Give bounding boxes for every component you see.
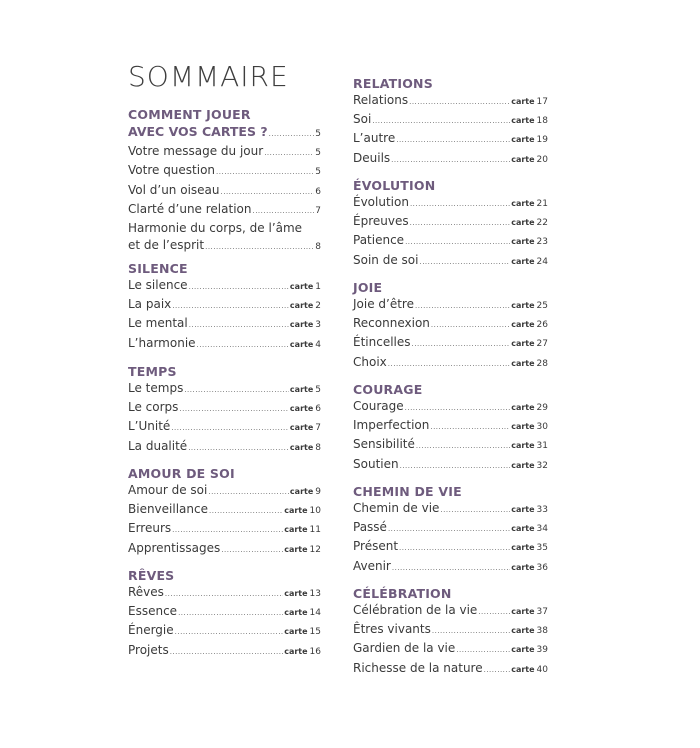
entry-label: L’harmonie xyxy=(128,335,196,350)
page-ref: 7 xyxy=(315,205,321,216)
entry-label: Soin de soi xyxy=(353,252,419,267)
page-ref: carte 4 xyxy=(289,339,321,350)
page-ref: carte 15 xyxy=(284,627,321,638)
toc-entry[interactable] xyxy=(353,354,548,373)
entry-label: Votre message du jour xyxy=(128,144,264,159)
page-ref: carte 23 xyxy=(511,237,548,248)
page-ref: carte 27 xyxy=(511,339,548,350)
entry-label: Choix xyxy=(353,354,387,369)
toc-entry[interactable] xyxy=(128,418,321,437)
page-ref: carte 17 xyxy=(511,97,548,107)
toc-entry[interactable] xyxy=(128,584,321,603)
entry-label: Relations xyxy=(353,93,409,107)
toc-entry[interactable] xyxy=(128,143,321,162)
page-ref: 6 xyxy=(315,186,321,197)
toc-entry[interactable] xyxy=(128,277,321,296)
section-heading: RELATIONS xyxy=(353,76,433,91)
entry-label: Deuils xyxy=(353,150,391,165)
entry-label: Le corps xyxy=(128,400,179,415)
toc-entry[interactable] xyxy=(128,162,321,181)
page-ref: 5 xyxy=(315,129,321,139)
leader-dots xyxy=(197,342,289,349)
toc-entry[interactable] xyxy=(128,123,321,143)
section-heading: COMMENT JOUER xyxy=(128,107,251,122)
entry-label: Soutien xyxy=(353,456,399,471)
page-ref: carte 40 xyxy=(511,664,548,675)
toc-entry[interactable] xyxy=(353,640,548,659)
entry-label: Vol d’un oiseau xyxy=(128,182,220,197)
entry-label: Projets xyxy=(128,642,169,657)
leader-dots xyxy=(205,244,314,251)
entry-label: Le silence xyxy=(128,278,188,292)
page-ref: 5 xyxy=(315,167,321,178)
entry-label: Apprentissages xyxy=(128,540,221,555)
leader-dots xyxy=(264,150,314,157)
entry-label: Soi xyxy=(353,112,372,127)
leader-dots xyxy=(189,322,289,329)
toc-entry[interactable] xyxy=(353,150,548,169)
section-heading: CÉLÉBRATION xyxy=(353,586,452,601)
page-ref: carte 29 xyxy=(511,403,548,413)
entry-label: Reconnexion xyxy=(353,316,430,331)
page-ref: carte 31 xyxy=(511,441,548,452)
page-ref: carte 18 xyxy=(511,116,548,127)
section-heading: ÉVOLUTION xyxy=(353,178,436,193)
entry-label-line2: et de l’esprit xyxy=(128,238,205,253)
leader-dots xyxy=(432,628,510,635)
leader-dots xyxy=(388,361,510,368)
entry-label: Êtres vivants xyxy=(353,622,431,637)
toc-entry[interactable] xyxy=(128,603,321,622)
leader-dots xyxy=(172,303,289,310)
leader-dots xyxy=(221,189,315,196)
entry-label: Joie d’être xyxy=(353,297,414,311)
entry-label: L’autre xyxy=(353,131,396,146)
toc-section-reves xyxy=(128,567,321,661)
leader-dots xyxy=(419,259,510,266)
page-ref: carte 5 xyxy=(289,385,321,395)
leader-dots xyxy=(409,99,510,106)
page-ref: carte 6 xyxy=(289,404,321,415)
leader-dots xyxy=(415,303,510,310)
toc-entry[interactable] xyxy=(353,92,548,111)
section-heading: TEMPS xyxy=(128,364,177,379)
toc-entry[interactable] xyxy=(353,296,548,315)
page-ref: carte 12 xyxy=(284,544,321,555)
toc-section-silence xyxy=(128,260,321,354)
leader-dots xyxy=(209,508,283,515)
entry-label: Le temps xyxy=(128,381,184,395)
leader-dots xyxy=(221,547,283,554)
section-heading-line2: AVEC VOS CARTES ? xyxy=(128,124,268,139)
page-ref: carte 9 xyxy=(289,487,321,497)
page-ref: carte 7 xyxy=(289,423,321,434)
toc-entry[interactable] xyxy=(353,538,548,557)
leader-dots xyxy=(484,667,511,674)
leader-dots xyxy=(410,220,511,227)
page-ref: carte 28 xyxy=(511,358,548,369)
page-ref: 5 xyxy=(315,148,321,159)
entry-label: Courage xyxy=(353,399,404,413)
entry-label: La paix xyxy=(128,297,172,312)
toc-entry[interactable] xyxy=(128,622,321,641)
toc-section-courage xyxy=(353,381,548,475)
leader-dots xyxy=(388,526,510,533)
toc-entry[interactable] xyxy=(128,182,321,201)
leader-dots xyxy=(431,322,510,329)
toc-entry[interactable] xyxy=(353,130,548,149)
entry-label: Votre question xyxy=(128,163,216,178)
toc-section-evolution xyxy=(353,177,548,271)
toc-entry[interactable] xyxy=(353,194,548,213)
entry-label: Patience xyxy=(353,233,405,248)
leader-dots xyxy=(208,489,289,496)
toc-entry[interactable] xyxy=(353,111,548,130)
toc-entry[interactable] xyxy=(128,540,321,559)
toc-entry[interactable] xyxy=(353,252,548,271)
entry-label: Erreurs xyxy=(128,521,172,536)
toc-entry[interactable] xyxy=(353,500,548,519)
entry-label: Chemin de vie xyxy=(353,501,440,515)
toc-entry[interactable] xyxy=(128,438,321,457)
section-heading: SILENCE xyxy=(128,261,188,276)
page-title: SOMMAIRE xyxy=(128,60,289,93)
toc-entry[interactable] xyxy=(128,315,321,334)
toc-entry[interactable] xyxy=(128,296,321,315)
leader-dots xyxy=(179,406,289,413)
entry-label: Sensibilité xyxy=(353,437,415,452)
toc-entry[interactable] xyxy=(353,213,548,232)
entry-label: Énergie xyxy=(128,623,174,638)
entry-label: Célébration de la vie xyxy=(353,603,478,617)
entry-label: Avenir xyxy=(353,558,391,573)
leader-dots xyxy=(416,443,510,450)
entry-label: Amour de soi xyxy=(128,483,208,497)
entry-label: Passé xyxy=(353,520,387,535)
page-ref: carte 38 xyxy=(511,626,548,637)
leader-dots xyxy=(399,545,510,552)
entry-label: Épreuves xyxy=(353,214,409,229)
entry-label: Gardien de la vie xyxy=(353,641,456,656)
page-ref: carte 16 xyxy=(284,646,321,657)
toc-entry[interactable] xyxy=(128,399,321,418)
page-ref: carte 2 xyxy=(289,301,321,312)
leader-dots xyxy=(430,424,510,431)
toc-entry[interactable] xyxy=(128,335,321,354)
toc-section-celebration xyxy=(353,585,548,679)
page-ref: 8 xyxy=(315,242,321,253)
leader-dots xyxy=(216,169,314,176)
section-heading: AMOUR DE SOI xyxy=(128,466,235,481)
leader-dots xyxy=(405,239,510,246)
leader-dots xyxy=(478,609,510,616)
page-ref: carte 1 xyxy=(289,282,321,292)
entry-label: Bienveillance xyxy=(128,502,208,517)
entry-label: L’Unité xyxy=(128,419,171,434)
page-ref: carte 32 xyxy=(511,460,548,471)
toc-entry[interactable] xyxy=(353,334,548,353)
leader-dots xyxy=(440,507,510,514)
leader-dots xyxy=(170,649,283,656)
toc-entry[interactable] xyxy=(128,520,321,539)
page-ref: carte 24 xyxy=(511,256,548,267)
page-ref: carte 25 xyxy=(511,301,548,311)
toc-entry[interactable] xyxy=(353,436,548,455)
toc-section-relations xyxy=(353,75,548,169)
page-ref: carte 30 xyxy=(511,422,548,433)
leader-dots xyxy=(372,118,510,125)
toc-section-amour-de-soi xyxy=(128,465,321,559)
page-ref: carte 34 xyxy=(511,524,548,535)
toc-section-comment-jouer xyxy=(128,106,321,256)
toc-entry[interactable] xyxy=(128,501,321,520)
page-ref: carte 20 xyxy=(511,154,548,165)
entry-label: Rêves xyxy=(128,585,164,599)
leader-dots xyxy=(400,463,511,470)
entry-label-line1: Harmonie du corps, de l’âme xyxy=(128,221,303,236)
leader-dots xyxy=(456,647,510,654)
page-ref: carte 21 xyxy=(511,199,548,209)
entry-label: Essence xyxy=(128,604,178,619)
leader-dots xyxy=(410,201,510,208)
leader-dots xyxy=(391,157,510,164)
leader-dots xyxy=(188,445,289,452)
page-ref: carte 22 xyxy=(511,218,548,229)
page-ref: carte 26 xyxy=(511,320,548,331)
leader-dots xyxy=(171,425,289,432)
section-heading: COURAGE xyxy=(353,382,423,397)
page-ref: carte 33 xyxy=(511,505,548,515)
toc-entry[interactable] xyxy=(353,558,548,577)
leader-dots xyxy=(252,208,314,215)
entry-label: Le mental xyxy=(128,316,188,331)
toc-entry[interactable] xyxy=(128,237,321,256)
section-heading: CHEMIN DE VIE xyxy=(353,484,462,499)
page-ref: carte 39 xyxy=(511,645,548,656)
toc-entry[interactable] xyxy=(353,602,548,621)
toc-entry[interactable] xyxy=(128,201,321,220)
leader-dots xyxy=(392,565,510,572)
page-ref: carte 10 xyxy=(284,506,321,517)
page-ref: carte 3 xyxy=(289,320,321,331)
toc-section-chemin-de-vie xyxy=(353,483,548,577)
toc-entry[interactable] xyxy=(128,482,321,501)
leader-dots xyxy=(178,610,283,617)
leader-dots xyxy=(396,137,510,144)
entry-label: Imperfection xyxy=(353,418,430,433)
leader-dots xyxy=(269,131,315,138)
leader-dots xyxy=(165,591,283,598)
toc-section-joie xyxy=(353,279,548,373)
leader-dots xyxy=(172,527,283,534)
toc-entry[interactable] xyxy=(353,398,548,417)
toc-entry[interactable] xyxy=(128,380,321,399)
leader-dots xyxy=(405,405,511,412)
toc-entry[interactable] xyxy=(353,621,548,640)
entry-label: La dualité xyxy=(128,438,188,453)
toc-entry[interactable] xyxy=(353,232,548,251)
entry-label: Étincelles xyxy=(353,335,411,350)
page-ref: carte 19 xyxy=(511,135,548,146)
toc-entry[interactable] xyxy=(128,642,321,661)
page-ref: carte 36 xyxy=(511,562,548,573)
entry-label: Présent xyxy=(353,539,399,554)
page-ref: carte 13 xyxy=(284,589,321,599)
page-ref: carte 37 xyxy=(511,607,548,617)
entry-label: Évolution xyxy=(353,195,409,209)
page-ref: carte 11 xyxy=(284,525,321,536)
toc-section-temps xyxy=(128,363,321,457)
leader-dots xyxy=(189,284,289,291)
toc-entry[interactable] xyxy=(353,660,548,679)
section-heading: JOIE xyxy=(353,280,383,295)
leader-dots xyxy=(412,341,511,348)
toc-entry[interactable] xyxy=(353,417,548,436)
leader-dots xyxy=(184,387,289,394)
section-heading: RÊVES xyxy=(128,568,175,583)
page-ref: carte 14 xyxy=(284,608,321,619)
page-ref: carte 35 xyxy=(511,543,548,554)
entry-label: Richesse de la nature xyxy=(353,660,483,675)
entry-label: Clarté d’une relation xyxy=(128,201,252,216)
page-ref: carte 8 xyxy=(289,442,321,453)
toc-entry[interactable] xyxy=(353,519,548,538)
toc-entry[interactable] xyxy=(353,315,548,334)
leader-dots xyxy=(175,629,284,636)
toc-entry[interactable] xyxy=(353,456,548,475)
